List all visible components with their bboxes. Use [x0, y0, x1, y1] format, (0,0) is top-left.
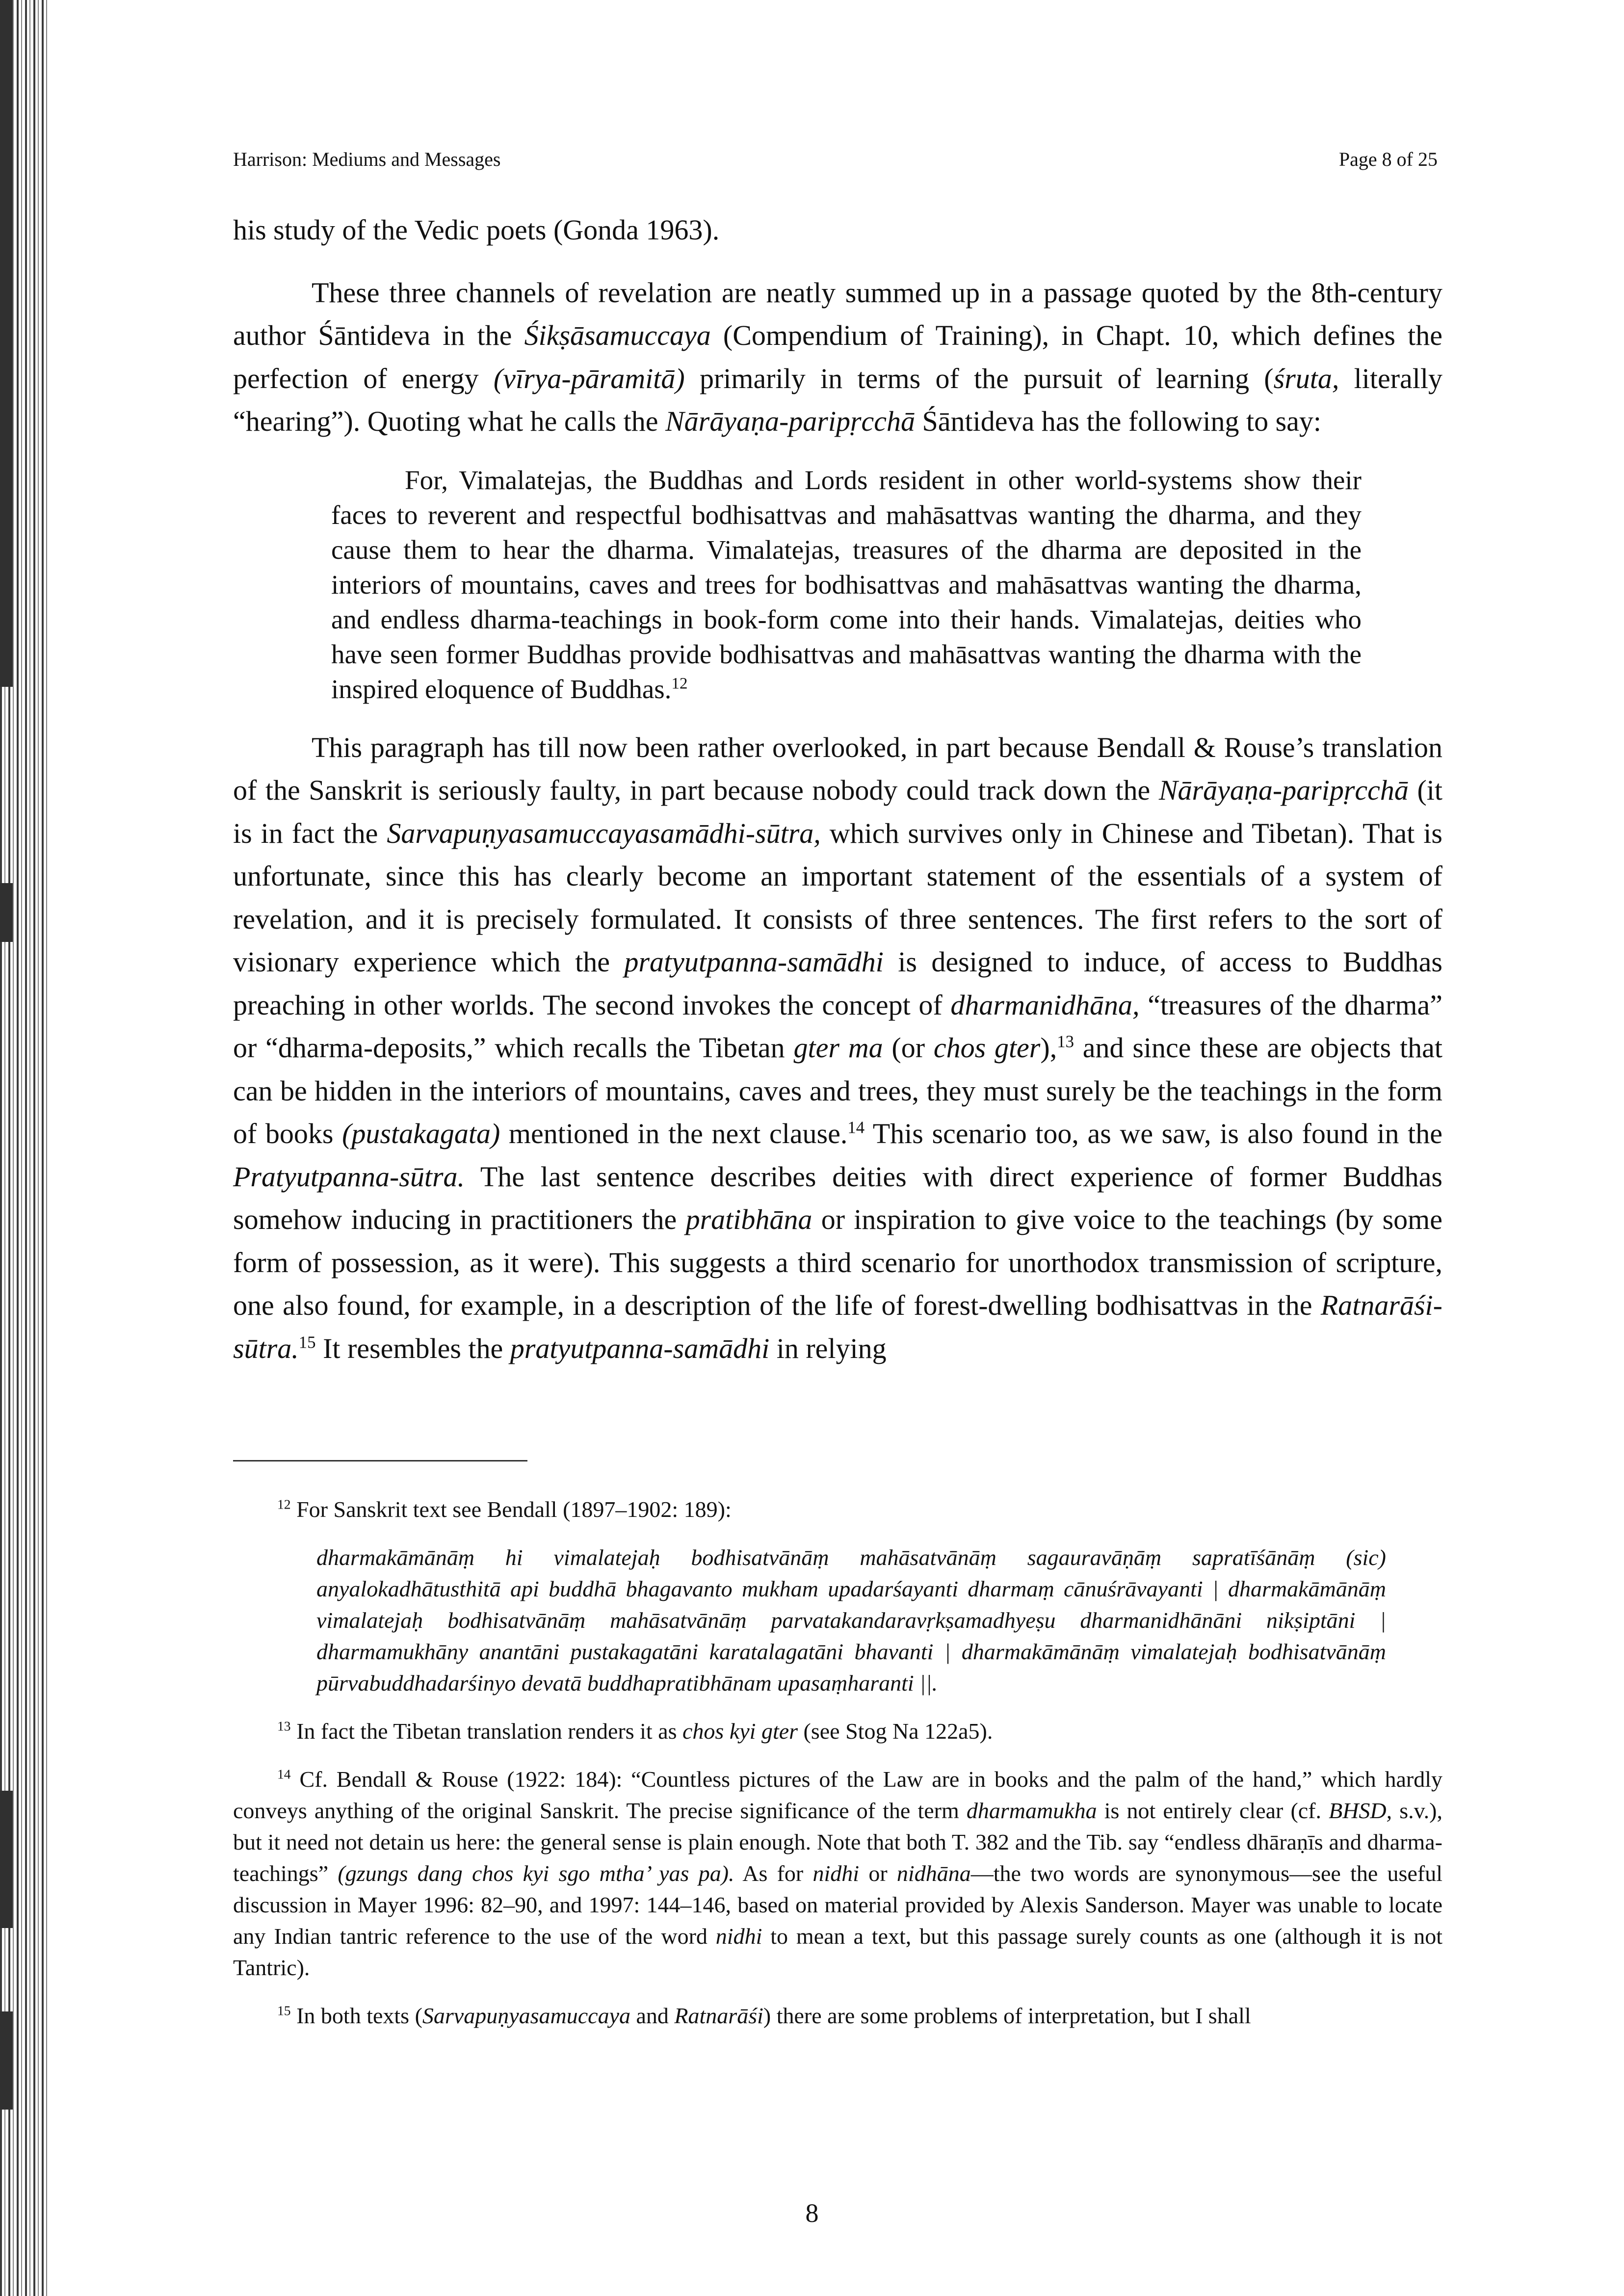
footnote-15: $^{15}$ In both texts (Sarvapuṇyasamuccaya and Ratnarāśi) there are some problems of interpretation, but I shall	[277, 2003, 1251, 2028]
paragraph-analysis: This paragraph has till now been rather overlooked, in part because Bendall & Rouse’s translation of the Sanskrit is seriously faulty, in part because nobody could track down the Nārāyaṇa-paripṛcchā (it is in fact the Sarvapuṇyasamuccayasamādhi-sūtra, which survives only in Chinese and Tibetan). That is unfortunate, since this has clearly become an important statement of the essentials of a system of revelation, and it is precisely formulated. It consists of three sentences. The first refers to the sort of visionary experience which the pratyutpanna-samādhi is designed to induce, of access to Buddhas preaching in other worlds. The second invokes the concept of dharmanidhāna, “treasures of the dharma” or “dharma-deposits,” which recalls the Tibetan gter ma (or chos gter),$^{13}$ and since these are objects that can be hidden in the interiors of mountains, caves and trees, they must surely be the teachings in the form of books (pustakagata) mentioned in the next clause.$^{14}$ This scenario too, as we saw, is also found in the Pratyutpanna-sūtra. The last sentence describes deities with direct experience of former Buddhas somehow inducing in practitioners the pratibhāna or inspiration to give voice to the teachings (by some form of possession, as it were). This suggests a third scenario for unorthodox transmission of scripture, one also found, for example, in a description of the life of forest-dwelling bodhisattvas in the Ratnarāśi-sūtra.$^{15}$ It resembles the pratyutpanna-samādhi in relying	[233, 731, 1443, 1364]
footnote-14: $^{14}$ Cf. Bendall & Rouse (1922: 184): “Countless pictures of the Law are in books and the palm of the hand,” which hardly conveys anything of the original Sanskrit. The precise significance of the term dharmamukha is not entirely clear (cf. BHSD, s.v.), but it need not detain us here: the general sense is plain enough. Note that both T. 382 and the Tib. say “endless dhāraṇīs and dharma-teachings” (gzungs dang chos kyi sgo mtha’ yas pa). As for nidhi or nidhāna—the two words are synonymous—see the useful discussion in Mayer 1996: 82–90, and 1997: 144–146, based on material provided by Alexis Sanderson. Mayer was unable to locate any Indian tantric reference to the use of the word nidhi to mean a text, but this passage surely counts as one (although it is not Tantric).	[233, 1766, 1442, 1980]
paragraph-channels: These three channels of revelation are neatly summed up in a passage quoted by the 8th-century author Śāntideva in the Śikṣāsamuccaya (Compendium of Training), in Chapt. 10, which defines the perfection of energy (vīrya-pāramitā) primarily in terms of the pursuit of learning (śruta, literally “hearing”). Quoting what he calls the Nārāyaṇa-paripṛcchā Śāntideva has the following to say:	[233, 276, 1443, 437]
footnote-ref-15: 15	[298, 1332, 316, 1352]
main-text	[233, 209, 1442, 1370]
paragraph-continuation: his study of the Vedic poets (Gonda 1963).	[233, 214, 720, 246]
footnote-12-sanskrit: dharmakāmānāṃ hi vimalatejaḥ bodhisatvānāṃ mahāsatvānāṃ sagauravāṇāṃ sapratīśānāṃ (sic) anyalokadhātusthitā api buddhā bhagavanto mukham upadarśayanti dharmaṃ cānuśrāvayanti | dharmakāmānāṃ vimalatejaḥ bodhisatvānāṃ mahāsatvānāṃ parvatakandaravṛkṣamadhyeṣu dharmanidhānāni nikṣiptāni | dharmamukhāny anantāni pustakagatāni karatalagatāni bhavanti | dharmakāmānāṃ vimalatejaḥ bodhisatvānāṃ pūrvabuddhadarśinyo devatā buddhapratibhānam upasaṃharanti ||.	[316, 1545, 1386, 1696]
footnote-13: $^{13}$ In fact the Tibetan translation renders it as chos kyi gter (see Stog Na 122a5).	[277, 1718, 993, 1744]
footnotes	[233, 1494, 1442, 2048]
header-page-count: Page 8 of 25	[1338, 148, 1438, 170]
scan-edge-artifact	[0, 0, 49, 2296]
block-quote: For, Vimalatejas, the Buddhas and Lords resident in other world-systems show their faces to reverent and respectful bodhisattvas and mahāsattvas wanting the dharma, and they cause them to hear the dharma. Vimalatejas, treasures of the dharma are deposited in the interiors of mountains, caves and trees for bodhisattvas and mahāsattvas wanting the dharma, and endless dharma-teachings in book-form come into their hands. Vimalatejas, deities who have seen former Buddhas provide bodhisattvas and mahāsattvas wanting the dharma with the inspired eloquence of Buddhas.$^{12}$	[331, 465, 1362, 704]
footnote-12: $^{12}$ For Sanskrit text see Bendall (1897–1902: 189):	[277, 1496, 732, 1522]
footnote-ref-12: 12	[671, 675, 688, 693]
footnote-divider	[233, 1460, 527, 1461]
running-header	[233, 147, 1438, 172]
page-number: 8	[805, 2198, 819, 2228]
header-title: Harrison: Mediums and Messages	[233, 148, 501, 170]
footnote-ref-13: 13	[1057, 1032, 1074, 1051]
footnote-ref-14: 14	[847, 1118, 865, 1137]
